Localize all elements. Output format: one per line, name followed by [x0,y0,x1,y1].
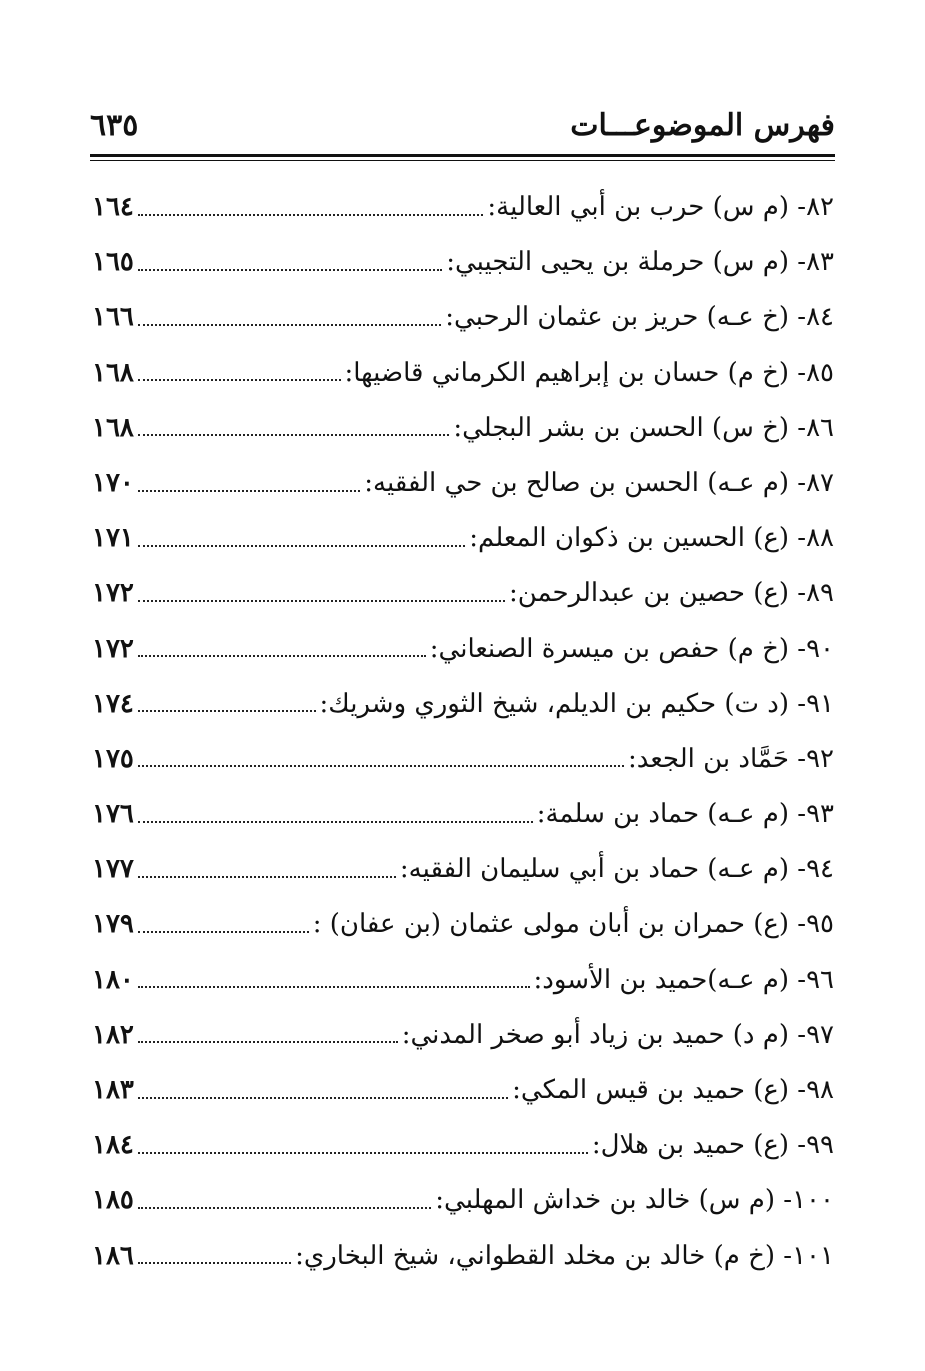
dot-leader [138,1097,508,1099]
table-of-contents [92,180,834,1284]
toc-entry-title: ٩٦- (م عـه)حميد بن الأسود: [533,964,834,995]
dot-leader [138,269,442,271]
toc-entry-page: ١٧٩ [92,909,134,940]
toc-entry [92,346,834,401]
header-rule-thin [90,160,835,161]
toc-entry-page: ١٦٦ [92,302,134,333]
dot-leader [138,1041,398,1043]
toc-entry [92,1063,834,1118]
toc-entry-title: ٨٣- (م س) حرملة بن يحيى التجيبي: [446,247,834,278]
toc-entry-page: ١٧٢ [92,633,134,664]
dot-leader [138,600,505,602]
toc-entry-title: ٩٩- (ع) حميد بن هلال: [591,1130,834,1161]
toc-entry-title: ٩٨- (ع) حميد بن قيس المكي: [512,1075,834,1105]
toc-entry-page: ١٨٢ [92,1019,134,1050]
toc-entry [92,953,834,1008]
dot-leader [138,1207,431,1209]
dot-leader [138,710,316,712]
page-number: ٦٣٥ [90,108,139,143]
toc-entry [92,897,834,952]
toc-entry [92,677,834,732]
toc-entry-title: ٨٧- (م عـه) الحسن بن صالح بن حي الفقيه: [364,467,834,498]
toc-entry-title: ٨٢- (م س) حرب بن أبي العالية: [487,192,834,222]
toc-entry-page: ١٧٥ [92,743,134,774]
toc-entry [92,842,834,897]
toc-entry-title: ٨٥- (خ م) حسان بن إبراهيم الكرماني قاضيها: [344,357,834,388]
dot-leader [138,986,530,988]
dot-leader [138,876,396,878]
toc-entry [92,290,834,345]
toc-entry-page: ١٧٦ [92,799,134,830]
toc-entry-page: ١٨٤ [92,1130,134,1161]
toc-entry [92,180,834,235]
dot-leader [138,379,341,381]
toc-entry [92,1008,834,1063]
toc-entry-page: ١٦٤ [92,192,134,222]
toc-entry-page: ١٦٨ [92,357,134,388]
toc-entry-title: ٩٧- (م د) حميد بن زياد أبو صخر المدني: [401,1019,834,1050]
toc-entry-title: ٩٥- (ع) حمران بن أبان مولى عثمان (بن عفان) : [312,909,834,940]
toc-entry-page: ١٧١ [92,523,134,554]
toc-entry-title: ٩٢- حَمَّاد بن الجعد: [627,743,834,774]
toc-entry-page: ١٨٠ [92,964,134,995]
toc-entry-title: ٩٠- (خ م) حفص بن ميسرة الصنعاني: [429,633,834,664]
toc-entry [92,235,834,290]
toc-entry-page: ١٧٢ [92,578,134,609]
toc-entry [92,566,834,621]
toc-entry-page: ١٧٤ [92,688,134,719]
toc-entry-title: ٨٤- (خ عـه) حريز بن عثمان الرحبي: [445,302,834,333]
toc-entry-page: ١٧٠ [92,467,134,498]
dot-leader [138,1152,588,1154]
toc-entry-title: ١٠٠- (م س) خالد بن خداش المهلبي: [435,1185,834,1216]
toc-entry-page: ١٨٦ [92,1240,134,1271]
toc-entry [92,401,834,456]
toc-entry-page: ١٨٥ [92,1185,134,1216]
dot-leader [138,655,426,657]
toc-entry-page: ١٧٧ [92,854,134,885]
page-title: فهرس الموضوعـــات [570,108,835,143]
toc-entry-page: ١٦٨ [92,412,134,443]
toc-entry [92,787,834,842]
toc-entry-title: ٩٣- (م عـه) حماد بن سلمة: [536,799,834,830]
toc-entry-page: ١٨٣ [92,1075,134,1105]
toc-entry [92,511,834,566]
dot-leader [138,545,465,547]
toc-entry-page: ١٦٥ [92,247,134,278]
page-header [90,100,835,150]
dot-leader [138,324,441,326]
dot-leader [138,434,449,436]
dot-leader [138,931,309,933]
toc-entry-title: ٩١- (د ت) حكيم بن الديلم، شيخ الثوري وشريك: [319,688,834,719]
toc-entry-title: ٨٦- (خ س) الحسن بن بشر البجلي: [453,412,834,443]
toc-entry-title: ٨٨- (ع) الحسين بن ذكوان المعلم: [469,523,834,554]
toc-entry-title: ٩٤- (م عـه) حماد بن أبي سليمان الفقيه: [399,854,834,885]
toc-entry-title: ٨٩- (ع) حصين بن عبدالرحمن: [508,578,834,609]
toc-entry [92,1229,834,1284]
dot-leader [138,490,360,492]
toc-entry [92,732,834,787]
dot-leader [138,765,624,767]
dot-leader [138,214,484,216]
header-rule-thick [90,154,835,157]
toc-entry [92,1173,834,1228]
toc-entry [92,456,834,511]
dot-leader [138,821,533,823]
toc-entry-title: ١٠١- (خ م) خالد بن مخلد القطواني، شيخ البخاري: [295,1240,834,1271]
toc-entry [92,622,834,677]
toc-entry [92,1118,834,1173]
dot-leader [138,1262,291,1264]
